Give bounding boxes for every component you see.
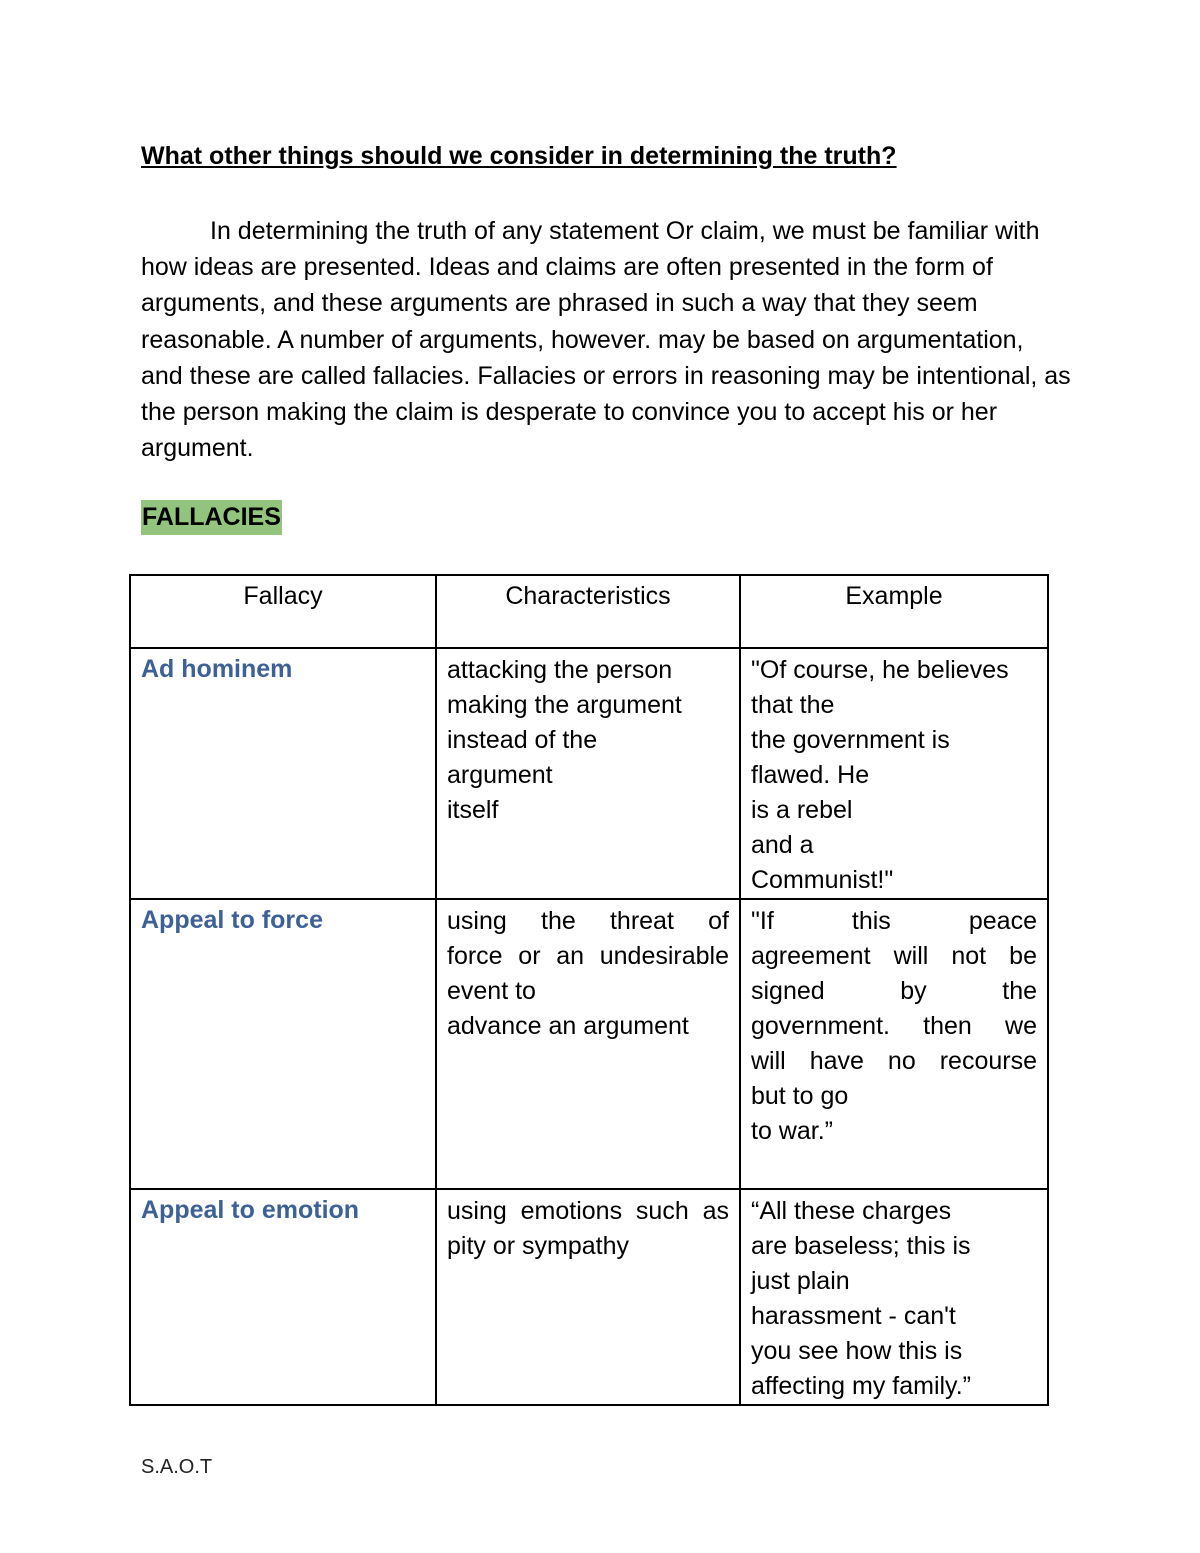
fallacies-table	[129, 574, 1049, 1406]
intro-paragraph-text: In determining the truth of any statement Or claim, we must be familiar with how ideas are presented. Ideas and claims are often presented in the form of arguments, and these arguments are phrased in such a way that they seem reasonable. A number of arguments, however. may be based on argumentation, and these are called fallacies. Fallacies or errors in reasoning may be intentional, as the person making the claim is desperate to convince you to accept his or her argument.	[141, 217, 1071, 463]
header-example: Example	[740, 575, 1048, 648]
example-text	[751, 904, 1037, 1149]
text-line: using the threat of	[447, 907, 729, 935]
text-line: just plain	[751, 1267, 850, 1295]
text-line: "If this peace	[751, 907, 1037, 935]
characteristics-cell	[436, 648, 740, 899]
intro-paragraph	[141, 213, 1071, 466]
text-line: harassment - can't	[751, 1302, 956, 1330]
characteristics-cell	[436, 1189, 740, 1405]
text-line: “All these charges	[751, 1197, 952, 1225]
text-line: advance an argument	[447, 1012, 689, 1040]
text-line: affecting my family.”	[751, 1372, 971, 1400]
table-header-row	[130, 575, 1048, 648]
text-line: will have no recourse	[751, 1047, 1037, 1075]
text-line: to war.”	[751, 1117, 833, 1145]
text-line: and a	[751, 831, 814, 859]
fallacy-name: Ad hominem	[141, 655, 293, 683]
text-line: argument	[447, 761, 553, 789]
table-row	[130, 899, 1048, 1189]
characteristics-cell	[436, 899, 740, 1189]
text-line: Communist!"	[751, 866, 894, 894]
text-line: itself	[447, 796, 499, 824]
header-characteristics: Characteristics	[436, 575, 740, 648]
text-line: agreement will not be	[751, 942, 1037, 970]
text-line: flawed. He	[751, 761, 870, 789]
table-row	[130, 1189, 1048, 1405]
fallacy-cell	[130, 648, 436, 899]
fallacy-cell	[130, 899, 436, 1189]
example-text	[751, 1194, 1037, 1404]
text-line: instead of the	[447, 726, 598, 754]
header-fallacy: Fallacy	[130, 575, 436, 648]
text-line: "Of course, he believes	[751, 656, 1009, 684]
text-line: using emotions such as	[447, 1197, 729, 1225]
example-cell	[740, 648, 1048, 899]
text-line: pity or sympathy	[447, 1232, 630, 1260]
characteristics-text	[447, 1194, 729, 1264]
table-row	[130, 648, 1048, 899]
example-cell	[740, 899, 1048, 1189]
example-cell	[740, 1189, 1048, 1405]
text-line: signed by the	[751, 977, 1037, 1005]
text-line: is a rebel	[751, 796, 853, 824]
text-line: you see how this is	[751, 1337, 963, 1365]
example-text	[751, 653, 1037, 898]
text-line: government. then we	[751, 1012, 1037, 1040]
text-line: attacking the person	[447, 656, 673, 684]
characteristics-text	[447, 653, 729, 828]
page-heading: What other things should we consider in determining the truth?	[141, 142, 897, 170]
text-line: that the	[751, 691, 835, 719]
fallacy-cell	[130, 1189, 436, 1405]
text-line: the government is	[751, 726, 950, 754]
text-line: event to	[447, 977, 536, 1005]
fallacy-name: Appeal to emotion	[141, 1196, 360, 1224]
characteristics-text	[447, 904, 729, 1044]
fallacy-name: Appeal to force	[141, 906, 323, 934]
text-line: are baseless; this is	[751, 1232, 971, 1260]
text-line: making the argument	[447, 691, 682, 719]
text-line: but to go	[751, 1082, 849, 1110]
section-label-fallacies: FALLACIES	[141, 500, 282, 535]
text-line: force or an undesirable	[447, 942, 729, 970]
page-footer: S.A.O.T	[141, 1456, 213, 1478]
